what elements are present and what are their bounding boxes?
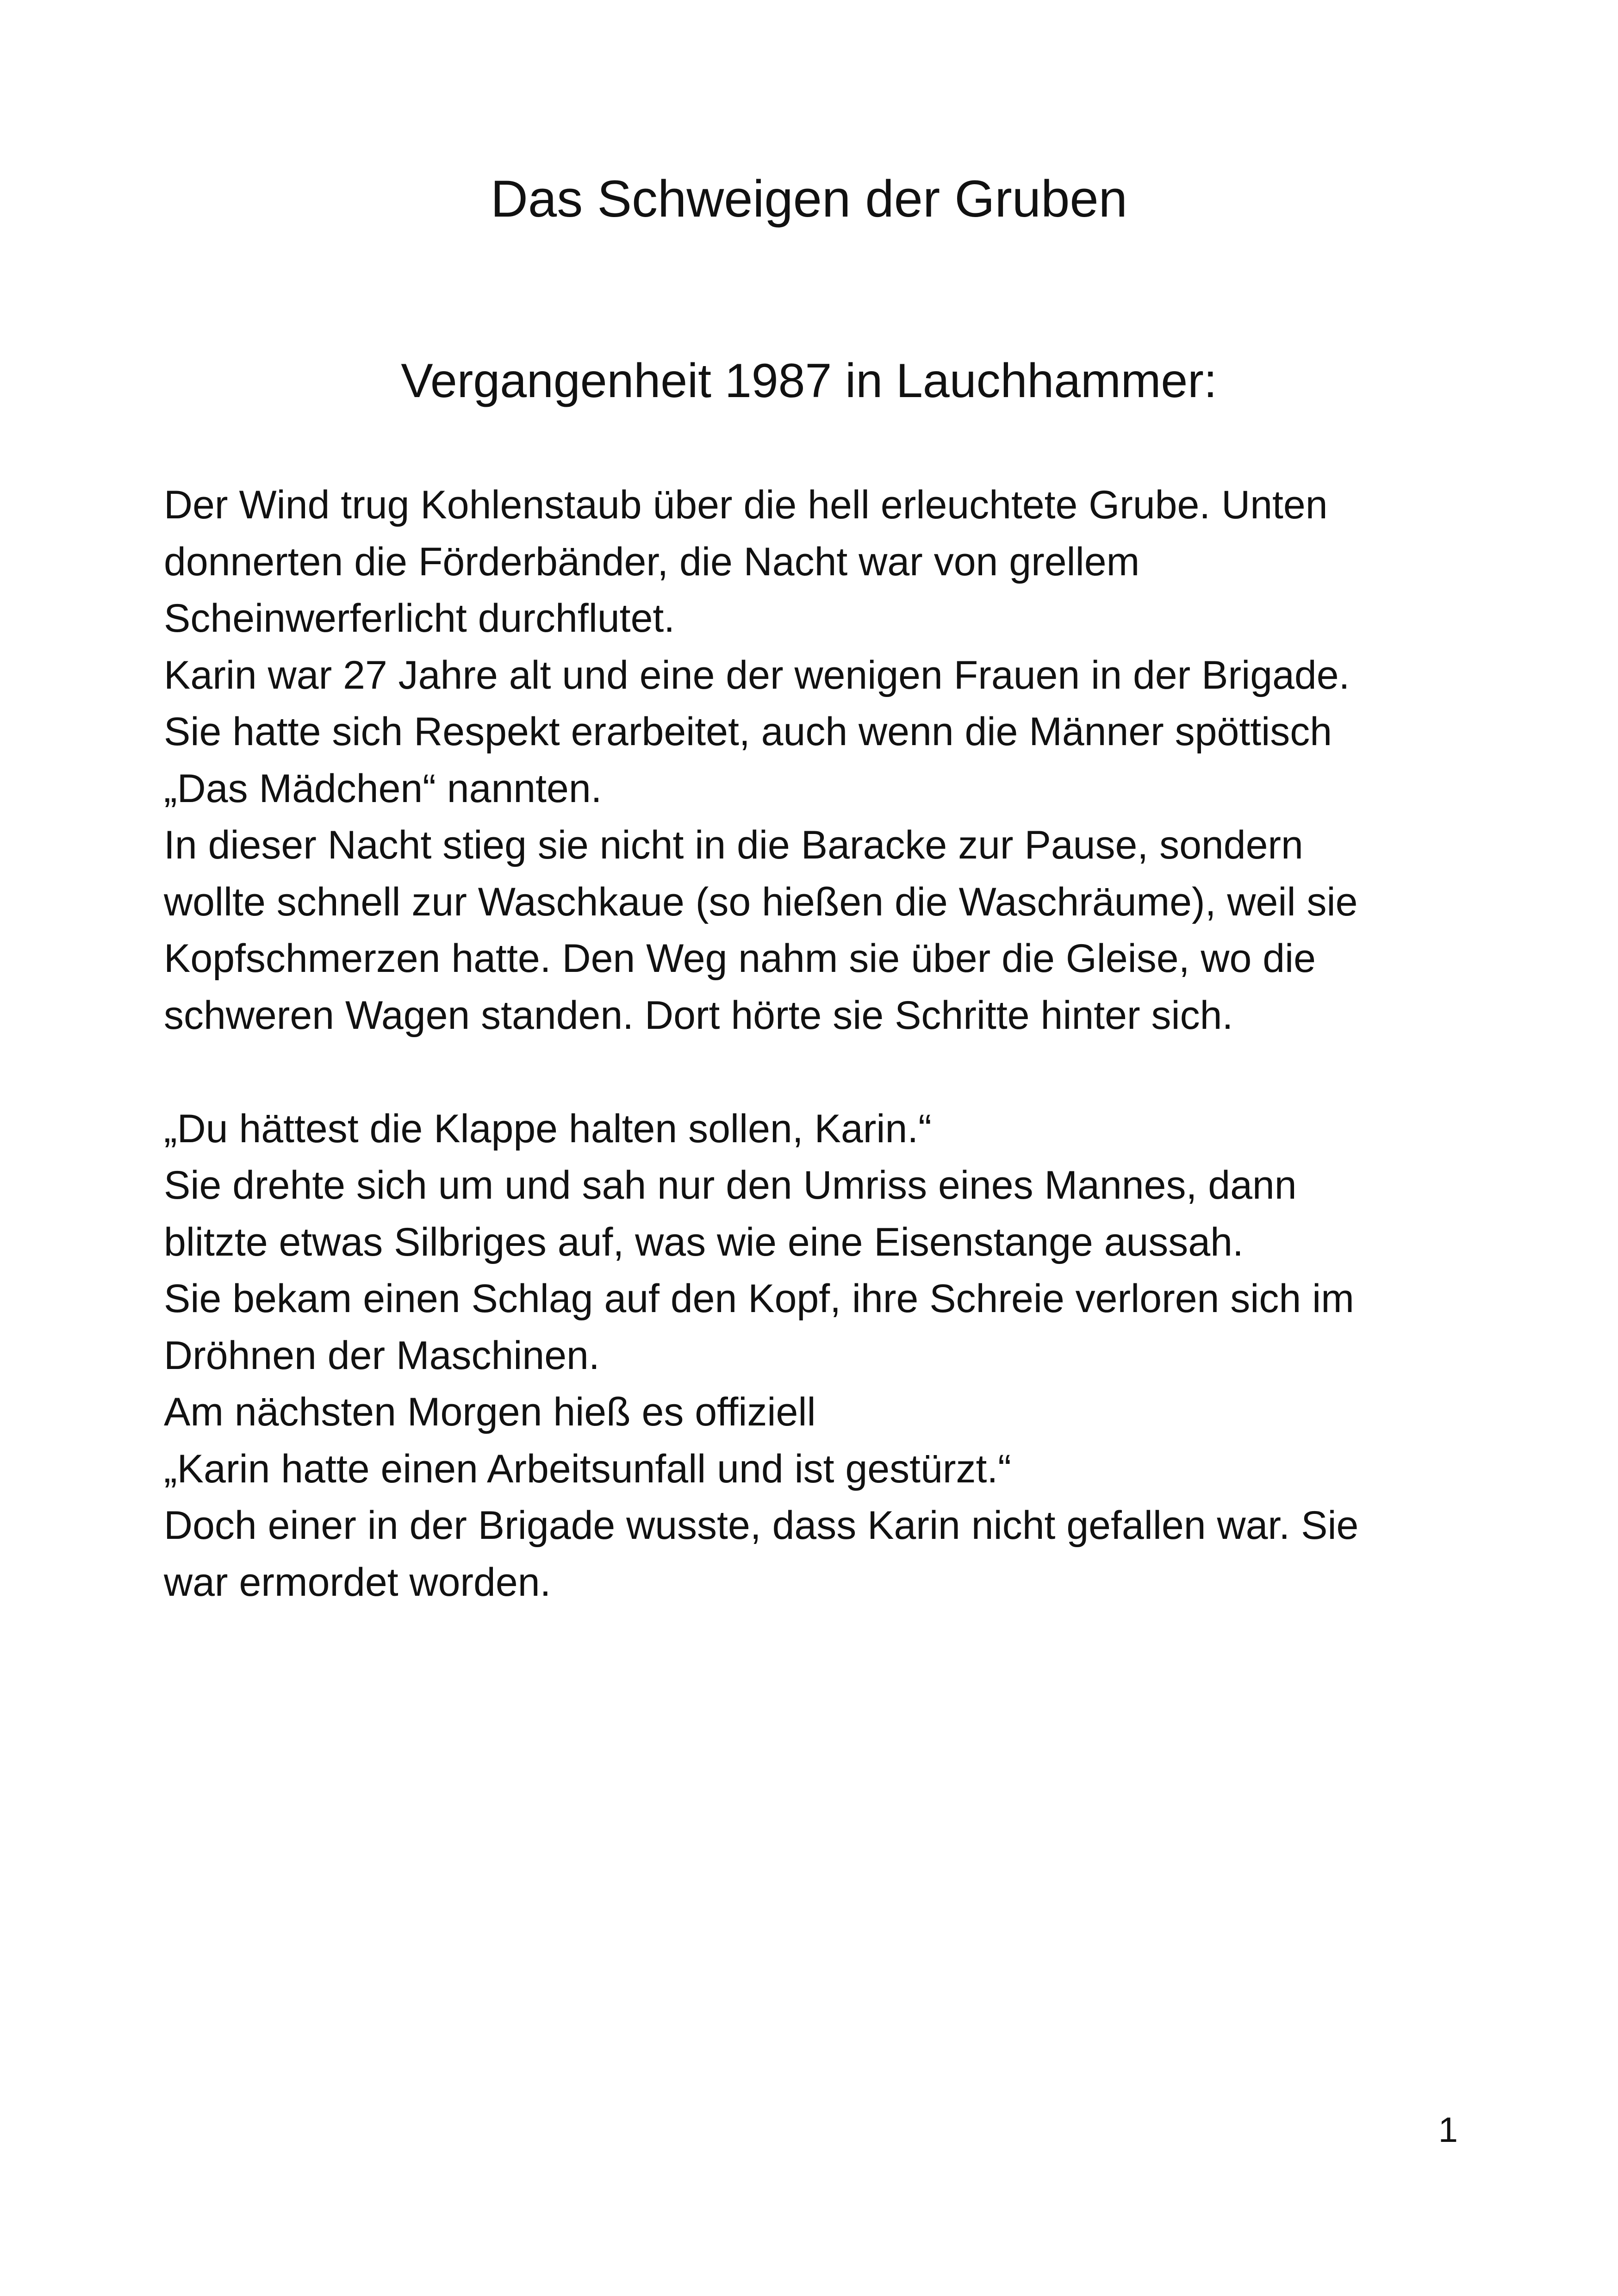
text-line: Sie bekam einen Schlag auf den Kopf, ihre Schreie verloren sich im <box>164 1276 1354 1321</box>
text-line: „Das Mädchen“ nannten. <box>164 766 602 811</box>
text-line: schweren Wagen standen. Dort hörte sie Schritte hinter sich. <box>164 993 1233 1038</box>
text-line: Kopfschmerzen hatte. Den Weg nahm sie über die Gleise, wo die <box>164 936 1316 981</box>
text-line: „Du hättest die Klappe halten sollen, Karin.“ <box>164 1106 932 1151</box>
text-line: war ermordet worden. <box>164 1560 551 1605</box>
text-line: blitzte etwas Silbriges auf, was wie eine Eisenstange aussah. <box>164 1220 1244 1264</box>
paragraph-2 <box>164 1101 1487 1611</box>
text-line: Am nächsten Morgen hieß es offiziell <box>164 1390 816 1434</box>
text-line: donnerten die Förderbänder, die Nacht war von grellem <box>164 539 1140 584</box>
paragraph-1 <box>164 477 1487 1044</box>
text-line: Scheinwerferlicht durchflutet. <box>164 596 675 641</box>
text-line: wollte schnell zur Waschkaue (so hießen die Waschräume), weil sie <box>164 879 1358 924</box>
story-text <box>164 477 1487 1611</box>
text-line: Der Wind trug Kohlenstaub über die hell erleuchtete Grube. Unten <box>164 483 1328 527</box>
text-line: Sie drehte sich um und sah nur den Umriss eines Mannes, dann <box>164 1163 1297 1207</box>
text-line: Sie hatte sich Respekt erarbeitet, auch wenn die Männer spöttisch <box>164 709 1332 754</box>
text-line: Doch einer in der Brigade wusste, dass Karin nicht gefallen war. Sie <box>164 1503 1359 1548</box>
text-line: „Karin hatte einen Arbeitsunfall und ist gestürzt.“ <box>164 1446 1011 1491</box>
paragraph-gap <box>164 1044 1487 1101</box>
page-number: 1 <box>1438 2110 1458 2150</box>
document-title: Das Schweigen der Gruben <box>491 170 1127 228</box>
document-subtitle: Vergangenheit 1987 in Lauchhammer: <box>401 354 1217 408</box>
text-line: In dieser Nacht stieg sie nicht in die Baracke zur Pause, sondern <box>164 823 1303 867</box>
text-line: Dröhnen der Maschinen. <box>164 1333 600 1378</box>
text-line: Karin war 27 Jahre alt und eine der wenigen Frauen in der Brigade. <box>164 653 1350 697</box>
